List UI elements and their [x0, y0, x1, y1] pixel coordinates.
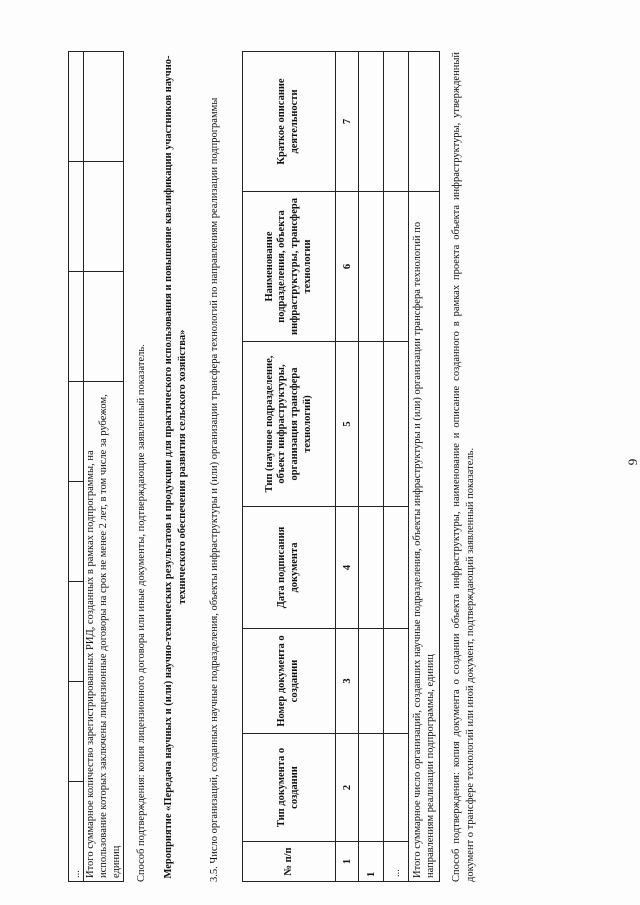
table-cell: [384, 629, 409, 734]
table-cell: [409, 52, 440, 192]
column-header: Краткое описание деятельности: [243, 52, 336, 192]
column-header: Номер документа о создании: [243, 629, 336, 734]
table-cell: [384, 342, 409, 507]
summary-text: Итого суммарное количество зарегистрированных РИД, созданных в рамках подпрограммы, на использование которых заключены лицензионные договоры на срок не менее 2 лет, в том числе за рубежом, единиц: [84, 382, 124, 882]
confirmation-text: Способ подтверждения: копия лицензионного договора или иные документы, подтверждающие заявленный показатель.: [136, 344, 147, 882]
column-header: Тип (научное подразделение, объект инфраструктуры, организация трансфера технологий): [243, 342, 336, 507]
table-cell: [84, 52, 124, 162]
confirmation-text: Способ подтверждения: копия документа о создании объекта инфраструктуры, наименование и описание созданного в рамках проекта объекта инфраструктуры, утвержденный документ о трансфере технологий или иной документ, подтверждающий заявленный показатель.: [451, 52, 476, 882]
table-cell: [69, 582, 84, 682]
column-header: № п/п: [243, 842, 336, 882]
rotated-content: [40, 42, 640, 882]
table-cell: [359, 734, 384, 842]
section-3-5-text: 3.5. Число организаций, созданных научные подразделения, объекты инфраструктуры и (или) организации трансфера технологий по направлениям реализации подпрограммы: [209, 97, 220, 882]
column-number: 2: [336, 734, 359, 842]
table-cell: ...: [69, 782, 84, 882]
table-cell: [69, 382, 84, 482]
table-cell: [384, 52, 409, 192]
row-number: ...: [384, 842, 409, 882]
column-number: 5: [336, 342, 359, 507]
table-row: [359, 52, 384, 882]
table-cell: [84, 162, 124, 272]
column-number: 3: [336, 629, 359, 734]
main-table: [242, 51, 440, 882]
column-number: 4: [336, 507, 359, 629]
column-header: Дата подписания документа: [243, 507, 336, 629]
table-cell: [384, 192, 409, 342]
top-table: [68, 51, 124, 882]
summary-row: [84, 52, 124, 882]
column-number-row: [336, 52, 359, 882]
table-row: [69, 52, 84, 882]
column-number: 6: [336, 192, 359, 342]
table-cell: [359, 52, 384, 192]
table-cell: [359, 507, 384, 629]
table-cell: [359, 342, 384, 507]
summary-row: [409, 52, 440, 882]
table-cell: [69, 482, 84, 582]
table-cell: [359, 192, 384, 342]
table-cell: [69, 682, 84, 782]
summary-text: Итого суммарное число организаций, создавших научные подразделения, объекты инфраструктуры и (или) организации трансфера технологий по направлениям реализации подпрограммы, единиц: [409, 192, 440, 882]
table-cell: [69, 52, 84, 162]
table-cell: [384, 507, 409, 629]
row-number: 1: [359, 842, 384, 882]
column-header: Наименование подразделения, объекта инфраструктуры, трансфера технологии: [243, 192, 336, 342]
table-cell: [69, 272, 84, 382]
table-cell: [84, 272, 124, 382]
table-cell: [359, 629, 384, 734]
page-number: 9: [625, 458, 640, 466]
table-cell: [384, 734, 409, 842]
header-row: [243, 52, 336, 882]
table-row: [384, 52, 409, 882]
column-number: 7: [336, 52, 359, 192]
event-heading: Мероприятие «Передача научных и (или) научно-технических результатов и продукции для практического использования и повышение квалификации участников научно-технического обеспечения развития сельского хозяйства»: [163, 55, 189, 879]
table-cell: [69, 162, 84, 272]
column-header: Тип документа о создании: [243, 734, 336, 842]
column-number: 1: [336, 842, 359, 882]
